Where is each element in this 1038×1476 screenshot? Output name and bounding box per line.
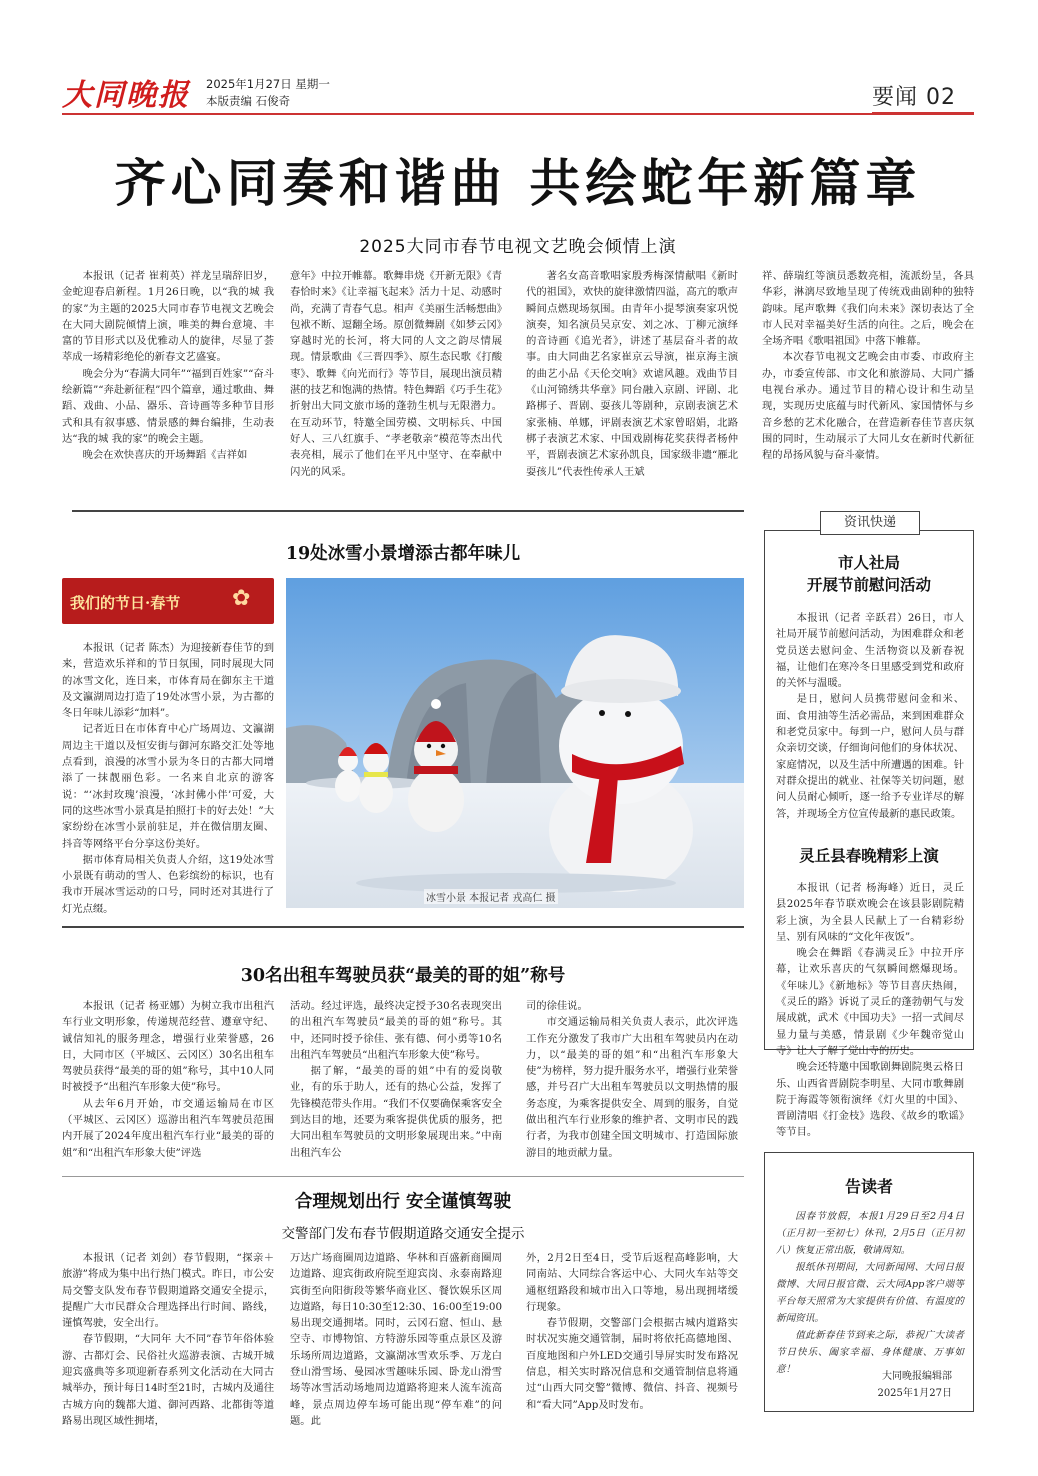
paragraph: 据市体育局相关负责人介绍，这19处冰雪小景既有萌动的雪人、色彩缤纷的标识，也有我市开展冰雪运动的口号，同时还对其进行了灯光点缀。	[62, 853, 274, 915]
lead-column-4	[762, 268, 974, 500]
paragraph: 本报讯（记者 杨海峰）近日，灵丘县2025年春节联欢晚会在该县影剧院精彩上演，为全县人民献上了一台精彩纷呈、别有风味的“文化年夜饭”。	[776, 882, 964, 943]
lead-column-1	[62, 268, 274, 500]
signature-date: 2025年1月27日	[877, 1388, 952, 1399]
signature-org: 大同晚报编辑部	[882, 1371, 952, 1382]
reader-notice-body	[776, 1208, 964, 1375]
traffic-column-3	[526, 1250, 738, 1430]
paragraph: 本报讯（记者 杨亚娜）为树立我市出租汽车行业文明形象，传递规范经营、遵章守纪、诚信知礼的服务理念，增强行业荣誉感，26日，大同市区（平城区、云冈区）30名出租车驾驶员获得“最美的哥的姐”称号，其中10人同时被授予“出租汽车形象大使”称号。	[62, 1000, 274, 1094]
paragraph: 著名女高音歌唱家殷秀梅深情献唱《新时代的祖国》，欢快的旋律激情四溢，高亢的歌声瞬间点燃现场氛围。由青年小提琴演奏家巩悦演奏，知名演员吴京安、刘之冰、丁柳元演绎的音诗画《追光者》，讲述了基层奋斗者的故事。由大同曲艺名家崔京云导演，崔京海主演的曲艺小品《天伦交响》欢谑风趣。戏曲节目《山河锦绣共华章》同台融入京剧、评剧、北路梆子、晋剧、耍孩儿等剧种，京剧表演艺术家张楠、单娜，评剧表演艺术家曾昭娟，北路梆子表演艺术家、中国戏剧梅花奖获得者杨仲平，晋剧表演艺术家孙凯良，国家级非遗“雁北耍孩儿”代表性传承人王斌	[526, 270, 738, 478]
brief-1-title	[764, 552, 974, 596]
snowman-photo	[286, 578, 744, 908]
reader-notice-title: 告读者	[844, 1177, 893, 1196]
traffic-column-1	[62, 1250, 274, 1430]
paragraph: 本报讯（记者 辛跃君）26日，市人社局开展节前慰问活动，为困难群众和老党员送去慰问金、生活物资以及新春祝福，让他们在寒冷冬日里感受到党和政府的关怀与温暖。	[776, 612, 964, 690]
paragraph: 值此新春佳节到来之际，恭祝广大读者节日快乐、阖家幸福、身体健康、万事如意！	[776, 1330, 964, 1375]
paragraph: 因春节放假，本报1月29日至2月4日（正月初一至初七）休刊，2月5日（正月初八）恢复正常出版，敬请周知。	[776, 1211, 964, 1256]
traffic-story-subtitle: 交警部门发布春节假期道路交通安全提示	[281, 1226, 525, 1242]
news-briefs-tag: 资讯快递	[820, 511, 920, 535]
section-divider	[62, 1176, 744, 1177]
lead-column-3	[526, 268, 738, 500]
taxi-story-title: 30名出租车驾驶员获“最美的哥的姐”称号	[240, 966, 566, 986]
paragraph: 据了解，“最美的哥的姐”中有的爱岗敬业，有的乐于助人，还有的热心公益，发挥了先锋模范带头作用。“我们不仅要确保乘客安全到达目的地，还要为乘客提供优质的服务，把大同出租车驾驶员的文明形象展现出来。”中南出租汽车公	[290, 1065, 502, 1159]
paragraph: 晚会分为“春满大同年”“福到百姓家”“奋斗绘新篇”“奔赴新征程”四个篇章，通过歌曲、舞蹈、戏曲、小品、器乐、音诗画等多种节目形式和具有叙事感、情景感的舞台编排，生动表达“我的城 我的家”的晚会主题。	[62, 367, 274, 445]
paragraph: 外，2月2日至4日，受节后返程高峰影响，大同南站、大同综合客运中心、大同火车站等交通枢纽路段和城市出入口等地，易出现拥堵缓行现象。	[526, 1252, 738, 1313]
photo-caption: 冰雪小景 本报记者 戎高仁 摄	[424, 889, 558, 904]
paragraph: 是日，慰问人员携带慰问金和米、面、食用油等生活必需品，来到困难群众和老党员家中。每到一户，慰问人员与群众亲切交谈，仔细询问他们的身体状况、家庭情况，以及生活中所遭遇的困难。针对群众提出的就业、社保等关切问题，慰问人员耐心倾听，逐一给予专业详尽的解答，并现场全方位宣传最新的惠民政策。	[776, 693, 964, 820]
ice-story-title: 19处冰雪小景增添古都年味儿	[285, 544, 521, 564]
lead-headline: 齐心同奏和谐曲 共绘蛇年新篇章	[114, 154, 922, 214]
taxi-column-3	[526, 998, 738, 1172]
paragraph: 晚会还特邀中国歌剧舞剧院奥云格日乐、山西省晋剧院李明星、大同市歌舞剧院于海霞等领衔演绎《灯火里的中国》、晋剧清唱《打金枝》选段、《故乡的歌谣》等节目。	[776, 1061, 964, 1139]
paragraph: 活动。经过评选，最终决定授予30名表现突出的出租汽车驾驶员“最美的哥的姐”称号。其中，还同时授予徐佳、张有德、何小勇等10名出租汽车驾驶员“出租汽车形象大使”称号。	[290, 1000, 502, 1061]
paragraph: 本报讯（记者 崔莉英）祥龙呈瑞辞旧岁，金蛇迎春启新程。1月26日晚，以“我的城 我的家”为主题的2025大同市春节电视文艺晚会在大同大剧院倾情上演，唯美的舞台意境、丰富的节目形式以及优雅动人的旋律，尽显了荟萃成一场精彩绝伦的新春文艺盛宴。	[62, 270, 274, 364]
taxi-column-2	[290, 998, 502, 1172]
page-label-rule	[872, 112, 974, 115]
section-divider	[62, 926, 744, 928]
paragraph: 本次春节电视文艺晚会由市委、市政府主办，市委宣传部、市文化和旅游局、大同广播电视台承办。通过节目的精心设计和生动呈现，实现历史底蕴与时代新风、家国情怀与乡音乡愁的艺术化融合，在营造新春佳节喜庆氛围的同时，生动展示了大同儿女在新时代新征程的昂扬风貌与奋斗豪情。	[762, 351, 974, 462]
paragraph: 祥、薛瑞红等演员悉数亮相，流派纷呈，各具华彩，淋漓尽致地呈现了传统戏曲剧种的独特韵味。尾声歌舞《我们向未来》深切表达了全市人民对幸福美好生活的向往。之后，晚会在全场齐唱《歌唱祖国》中落下帷幕。	[762, 270, 974, 348]
lantern-icon: ✿	[232, 586, 251, 611]
brief-1-title-line-2: 开展节前慰问活动	[806, 575, 931, 594]
brief-1-title-line-1: 市人社局	[837, 553, 900, 572]
paragraph: 本报讯（记者 陈杰）为迎接新春佳节的到来，营造欢乐祥和的节日氛围，同时展现大同的冰雪文化，连日来，市体育局在御东主干道及文瀛湖周边打造了19处冰雪小景，为古都的冬日年味儿添彩“加料”。	[62, 642, 274, 720]
paragraph: 晚会在欢快喜庆的开场舞蹈《吉祥如	[82, 449, 248, 462]
paragraph: 记者近日在市体育中心广场周边、文瀛湖周边主干道以及恒安街与御河东路交汇处等地点看到，浪漫的冰雪小景为冬日的古都大同增添了一抹靓丽色彩。一名来自北京的游客说：“‘冰封玫瑰’浪漫，‘冰封佛小伴’可爱，大同的这些冰雪小景真是拍照打卡的好去处！”大家纷纷在冰雪小景前驻足，并在微信朋友圈、抖音等网络平台分享这份美好。	[62, 723, 274, 850]
paragraph: 报纸休刊期间，大同新闻网、大同日报微博、大同日报官微、云大同App客户端等平台每天照常为大家提供有价值、有温度的新闻资讯。	[776, 1262, 964, 1324]
ice-story-body	[62, 640, 274, 915]
paragraph: 司的徐佳说。	[526, 1000, 588, 1012]
masthead-rule	[62, 113, 972, 115]
traffic-column-2	[290, 1250, 502, 1430]
newspaper-logo: 大同晚报	[62, 78, 190, 113]
paragraph: 晚会在舞蹈《春满灵丘》中拉开序幕，让欢乐喜庆的气氛瞬间燃爆现场。《年味儿》《新地标》等节目喜庆热闹，《灵丘的路》诉说了灵丘的蓬勃朝气与发展成就，武术《中国功夫》一招一式间尽显力量与美感，情景剧《少年魏帝觉山寺》让人了解了觉山寺的历史。	[776, 947, 964, 1057]
issue-date: 2025年1月27日 星期一	[206, 77, 330, 91]
taxi-column-1	[62, 998, 274, 1172]
snowman-photo-illustration	[286, 578, 744, 908]
festival-badge: 我们的节日·春节	[62, 578, 274, 624]
brief-2-title: 灵丘县春晚精彩上演	[799, 846, 939, 865]
lead-column-2	[290, 268, 502, 500]
brief-2-body	[776, 880, 964, 1139]
section-divider	[72, 510, 744, 512]
page-label: 要闻 02	[872, 85, 956, 110]
reader-notice-signature	[776, 1368, 952, 1402]
paragraph: 市交通运输局相关负责人表示，此次评选工作充分激发了我市广大出租车驾驶员内在动力，以“最美的哥的姐”和“出租汽车形象大使”为榜样，努力提升服务水平，增强行业荣誉感，并号召广大出租车驾驶员以文明热情的服务态度，为乘客提供安全、周到的服务，自觉做出租汽车行业形象的维护者、文明市民的践行者，为我市创建全国文明城市、打造国际旅游目的地贡献力量。	[526, 1016, 738, 1159]
paragraph: 本报讯（记者 刘剑）春节假期，“探亲＋旅游”将成为集中出行热门模式。昨日，市公安局交警支队发布春节假期道路交通安全提示，提醒广大市民群众合理选择出行时间、路线，谨慎驾驶，安全出行。	[62, 1252, 274, 1330]
paragraph: 春节假期，交警部门会根据古城内道路实时状况实施交通管制，届时将依托高德地图、百度地图和户外LED交通引导屏实时发布路况信息，相关实时路况信息和交通管制信息将通过“山西大同交警”微博、微信、抖音、视频号和“看大同”App及时发布。	[526, 1317, 738, 1411]
traffic-story-title: 合理规划出行 安全谨慎驾驶	[294, 1192, 512, 1212]
brief-1-body	[776, 610, 964, 824]
paragraph: 万达广场商圈周边道路、华林和百盛新商圈周边道路、迎宾街政府院至迎宾岗、永泰南路迎宾街至向阳街段等繁华商业区、餐饮娱乐区周边道路，每日10:30至12:30、16:00至19:00易出现交通拥堵。同时，云冈石窟、恒山、悬空寺、市博物馆、方特游乐园等重点景区及游乐场所周边道路，文瀛湖冰雪欢乐季、万龙白登山滑雪场、曼园冰雪趣味乐园、卧龙山滑雪场等冰雪活动场地周边道路将迎来人流车流高峰，景点周边停车场可能出现“停车难”的问题。此	[290, 1252, 502, 1427]
page-editor: 本版责编 石俊奇	[206, 94, 291, 108]
paragraph: 意年》中拉开帷幕。歌舞串烧《开新无限》《青春恰时来》《让幸福飞起来》活力十足、动感时尚，充满了青春气息。相声《美丽生活畅想曲》包袱不断、逗翻全场。原创微舞剧《如梦云冈》穿越时光的长河，将大同的人文之韵尽情展现。情景歌曲《三晋四季》、原生态民歌《打酸枣》、歌舞《向光而行》等节目，展现出演员精湛的技艺和饱满的热情。特色舞蹈《巧手生花》折射出大同文旅市场的蓬勃生机与无限潜力。在互动环节，特邀全国劳模、文明标兵、中国好人、三八红旗手、“孝老敬亲”模范等杰出代表亮相，展示了他们在平凡中坚守、在奉献中闪光的风采。	[290, 270, 502, 478]
lead-subheadline: 2025大同市春节电视文艺晚会倾情上演	[359, 237, 677, 257]
paragraph: 从去年6月开始，市交通运输局在市区（平城区、云冈区）巡游出租汽车驾驶员范围内开展了2024年度出租汽车行业“最美的哥的姐”和“出租汽车形象大使”评选	[62, 1097, 274, 1159]
paragraph: 春节假期，“大同年 大不同”春节年俗体验游、古都灯会、民俗社火巡游表演、古城开城迎宾盛典等多项迎新春系列文化活动在大同古城举办，预计每日14时至21时，古城内及通往古城方向的魏都大道、御河西路、北都街等道路易出现区域性拥堵，	[62, 1333, 274, 1427]
